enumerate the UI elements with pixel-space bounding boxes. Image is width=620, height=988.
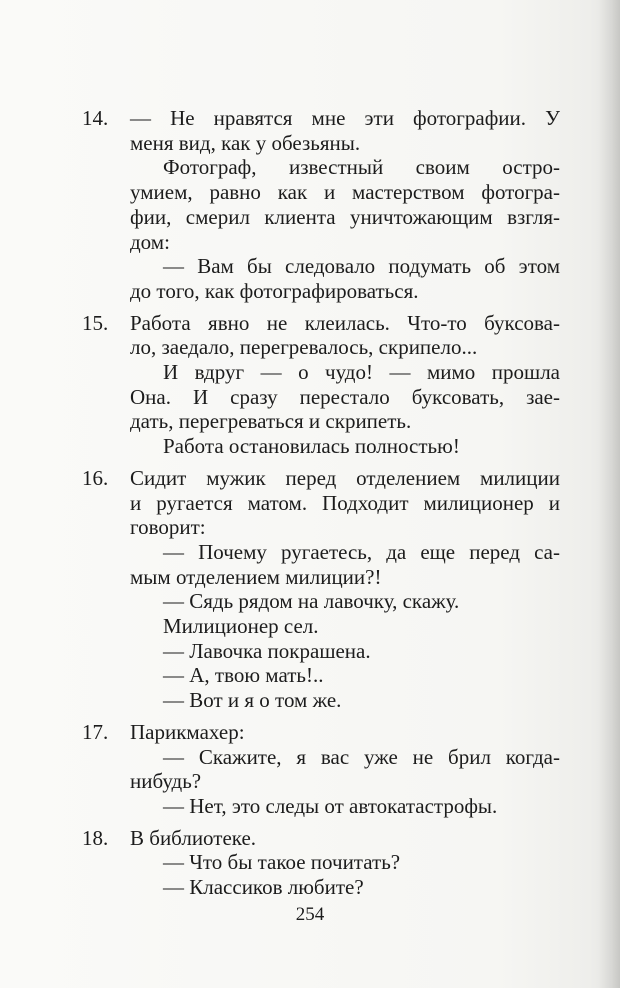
joke-entry-17 <box>82 720 560 819</box>
joke-entry-14 <box>82 106 560 304</box>
page-text <box>82 106 560 907</box>
text-line: — Классиков любите? <box>163 875 364 900</box>
text-line: ло, заедало, перегревалось, скрипело... <box>130 335 478 360</box>
text-line: — Что бы такое почитать? <box>163 850 401 875</box>
text-line: дать, перегреваться и скрипеть. <box>130 409 412 434</box>
joke-entry-15 <box>82 311 560 459</box>
text-line: — Сядь рядом на лавочку, скажу. <box>163 589 460 614</box>
text-line: умием, равно как и мастерством фотогра- <box>130 180 560 205</box>
page-number: 254 <box>295 904 325 925</box>
entry-number: 18. <box>82 825 109 850</box>
entry-number: 16. <box>82 465 109 490</box>
joke-entry-18 <box>82 826 560 900</box>
text-line: Сидит мужик перед отделением милиции <box>130 465 560 490</box>
text-line: мым отделением милиции?! <box>130 564 382 589</box>
entry-number: 15. <box>82 310 109 335</box>
text-line: дом: <box>130 229 170 254</box>
text-line: — А, твою мать!.. <box>163 663 324 688</box>
text-line: Работа остановилась полностью! <box>163 434 460 459</box>
text-line: Работа явно не клеилась. Что-то буксова- <box>130 310 560 335</box>
text-line: — Почему ругаетесь, да еще перед са- <box>163 539 560 564</box>
text-line: — Не нравятся мне эти фотографии. У <box>130 106 560 130</box>
text-line: В библиотеке. <box>130 825 257 850</box>
text-line: и ругается матом. Подходит милиционер и <box>130 490 560 515</box>
entry-number: 17. <box>82 719 109 744</box>
text-line: — Лавочка покрашена. <box>163 638 371 663</box>
text-line: Она. И сразу перестало буксовать, зае- <box>130 384 560 409</box>
text-line: — Скажите, я вас уже не брил когда- <box>163 744 560 769</box>
joke-entry-16 <box>82 466 560 713</box>
text-line: меня вид, как у обезьяны. <box>130 130 361 155</box>
text-line: Фотограф, известный своим остро- <box>163 155 560 180</box>
text-line: Парикмахер: <box>130 719 245 744</box>
page-edge-shadow <box>598 0 620 988</box>
text-line: фии, смерил клиента уничтожающим взгля- <box>130 204 560 229</box>
text-line: — Вот и я о том же. <box>163 688 342 713</box>
text-line: до того, как фотографироваться. <box>130 278 419 303</box>
text-line: говорит: <box>130 515 206 540</box>
text-line: И вдруг — о чудо! — мимо прошла <box>163 360 560 385</box>
text-line: — Вам бы следовало подумать об этом <box>163 254 560 279</box>
text-line: Милиционер сел. <box>163 614 319 639</box>
text-line: — Нет, это следы от автокатастрофы. <box>163 793 498 818</box>
entry-number: 14. <box>82 106 109 130</box>
text-line: нибудь? <box>130 769 202 794</box>
